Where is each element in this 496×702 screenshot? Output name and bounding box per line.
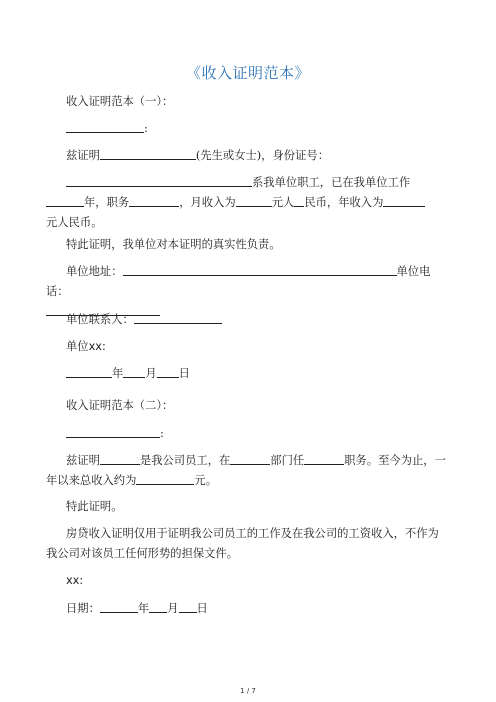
unit-line: 单位xx: <box>66 340 106 353</box>
employment-paragraph: 系我单位职工，已在我单位工作 年，职务 ，月收入为 元人 民币，年收入为 元人民币。 <box>46 173 446 233</box>
blank-line-2: : <box>66 424 438 444</box>
id-blank <box>66 174 252 187</box>
year-blank <box>66 365 112 378</box>
responsibility-line: 特此证明，我单位对本证明的真实性负责。 <box>66 238 281 251</box>
page-number: 1 / 7 <box>240 687 256 695</box>
contact-line: 单位联系人： <box>66 310 438 330</box>
blank-line-1: : <box>66 119 438 139</box>
address-blank <box>123 263 397 276</box>
document-title: 《收入证明范本》 <box>185 64 310 82</box>
position-blank <box>129 194 179 207</box>
fill-blank <box>66 120 144 133</box>
address-paragraph: 单位地址： 单位电话： <box>46 262 446 322</box>
monthly-income-blank <box>236 194 272 207</box>
fill-blank <box>66 425 160 438</box>
signature-line: xx: <box>66 574 84 587</box>
certify-line: 兹证明 (先生或女士)，身份证号： <box>66 149 329 162</box>
month-blank <box>149 600 167 613</box>
day-blank <box>157 365 179 378</box>
annual-income-blank <box>383 194 425 207</box>
certify-closing: 特此证明。 <box>66 500 123 513</box>
name-blank <box>100 147 196 160</box>
disclaimer-paragraph: 房贷收入证明仅用于证明我公司员工的工作及在我公司的工资收入，不作为我公司对该员工任何形势的担保文件。 <box>46 527 439 560</box>
section2-heading: 收入证明范本（二）： <box>66 399 174 412</box>
year-blank <box>100 600 138 613</box>
day-blank <box>179 600 197 613</box>
department-blank <box>230 452 270 465</box>
total-income-blank <box>136 472 194 485</box>
date-line-2: 日期： 年 月 日 <box>66 602 208 615</box>
contact-blank <box>134 311 222 324</box>
employee-paragraph: 兹证明 是我公司员工，在 部门任 职务。至今为止，一年以来总收入约为 元。 <box>46 454 446 487</box>
small-blank <box>294 194 304 207</box>
date-line-1: 年 月 日 <box>66 364 438 384</box>
years-blank <box>46 194 84 207</box>
job-blank <box>304 452 344 465</box>
month-blank <box>123 365 145 378</box>
employee-name-blank <box>100 452 140 465</box>
section1-heading: 收入证明范本（一）： <box>66 95 174 108</box>
